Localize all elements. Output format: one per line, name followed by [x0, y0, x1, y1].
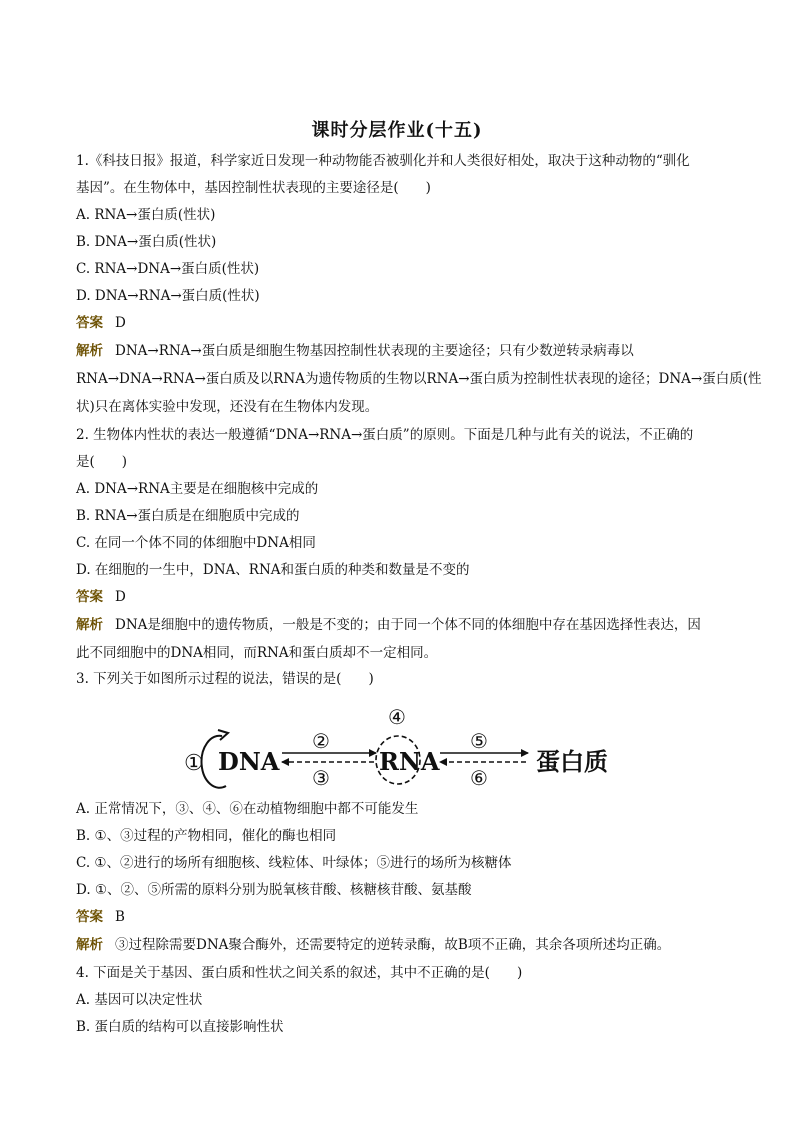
- answer-label: 答案: [76, 909, 103, 925]
- label-2: ②: [312, 729, 330, 753]
- analysis-label: 解析: [76, 343, 103, 359]
- q1-analysis-2: RNA→DNA→RNA→蛋白质及以RNA为遗传物质的生物以RNA→蛋白质为控制性状表现的途径；DNA→蛋白质(性: [76, 371, 762, 387]
- page-title: 课时分层作业(十五): [311, 120, 483, 141]
- q1-stem: 1.《科技日报》报道，科学家近日发现一种动物能否被驯化并和人类很好相处，取决于这种动物的“驯化: [76, 153, 690, 169]
- q1-option-a: A. RNA→蛋白质(性状): [76, 207, 216, 223]
- central-dogma-diagram: [178, 700, 618, 790]
- q2-analysis-2: 此不同细胞中的DNA相同，而RNA和蛋白质却不一定相同。: [76, 645, 438, 661]
- q2-analysis-line: [76, 614, 736, 636]
- q2-option-d: D. 在细胞的一生中，DNA、RNA和蛋白质的种类和数量是不变的: [76, 562, 470, 578]
- q2-option-a: A. DNA→RNA主要是在细胞核中完成的: [76, 481, 319, 497]
- q1-answer: D: [115, 315, 126, 331]
- label-5: ⑤: [470, 729, 488, 753]
- q4-option-b: B. 蛋白质的结构可以直接影响性状: [76, 1019, 284, 1035]
- q2-option-c: C. 在同一个体不同的体细胞中DNA相同: [76, 535, 316, 551]
- q3-analysis-line: [76, 934, 736, 956]
- q3-answer: B: [115, 909, 125, 925]
- q3-analysis-1: ③过程除需要DNA聚合酶外，还需要特定的逆转录酶，故B项不正确，其余各项所述均正确。: [115, 937, 671, 953]
- q3-option-d: D. ①、②、⑤所需的原料分别为脱氧核苷酸、核糖核苷酸、氨基酸: [76, 882, 472, 898]
- q2-answer-line: [76, 586, 736, 608]
- analysis-label: 解析: [76, 937, 103, 953]
- answer-label: 答案: [76, 315, 103, 331]
- q1-option-d: D. DNA→RNA→蛋白质(性状): [76, 288, 260, 304]
- dna-label: DNA: [218, 747, 280, 776]
- q3-answer-line: [76, 906, 736, 928]
- q2-stem: 2. 生物体内性状的表达一般遵循“DNA→RNA→蛋白质”的原则。下面是几种与此有关的说法，不正确的: [76, 427, 694, 443]
- answer-label: 答案: [76, 589, 103, 605]
- label-3: ③: [312, 766, 330, 790]
- q1-option-b: B. DNA→蛋白质(性状): [76, 234, 217, 250]
- q2-answer: D: [115, 589, 126, 605]
- rna-label: RNA: [379, 747, 440, 776]
- q1-analysis-1: DNA→RNA→蛋白质是细胞生物基因控制性状表现的主要途径；只有少数逆转录病毒以: [115, 343, 634, 359]
- label-6: ⑥: [470, 766, 488, 790]
- q3-option-a: A. 正常情况下，③、④、⑥在动植物细胞中都不可能发生: [76, 801, 419, 817]
- q2-option-b: B. RNA→蛋白质是在细胞质中完成的: [76, 508, 300, 524]
- q1-stem-cont: 基因”。在生物体中，基因控制性状表现的主要途径是( ): [76, 180, 431, 196]
- q3-option-b: B. ①、③过程的产物相同，催化的酶也相同: [76, 828, 337, 844]
- q1-option-c: C. RNA→DNA→蛋白质(性状): [76, 261, 260, 277]
- q1-answer-line: [76, 312, 736, 334]
- q4-option-a: A. 基因可以决定性状: [76, 992, 203, 1008]
- analysis-label: 解析: [76, 617, 103, 633]
- label-1: ①: [184, 751, 204, 776]
- q4-stem: 4. 下面是关于基因、蛋白质和性状之间关系的叙述，其中不正确的是( ): [76, 965, 523, 981]
- protein-label: 蛋白质: [536, 747, 608, 776]
- q1-analysis-line: [76, 340, 736, 362]
- q3-stem: 3. 下列关于如图所示过程的说法，错误的是( ): [76, 671, 374, 687]
- q2-stem-cont: 是( ): [76, 454, 128, 470]
- q2-analysis-1: DNA是细胞中的遗传物质，一般是不变的；由于同一个体不同的体细胞中存在基因选择性表达，因: [115, 617, 701, 633]
- q1-analysis-3: 状)只在离体实验中发现，还没有在生物体内发现。: [76, 399, 379, 415]
- label-4: ④: [388, 705, 406, 729]
- q3-option-c: C. ①、②进行的场所有细胞核、线粒体、叶绿体；⑤进行的场所为核糖体: [76, 855, 512, 871]
